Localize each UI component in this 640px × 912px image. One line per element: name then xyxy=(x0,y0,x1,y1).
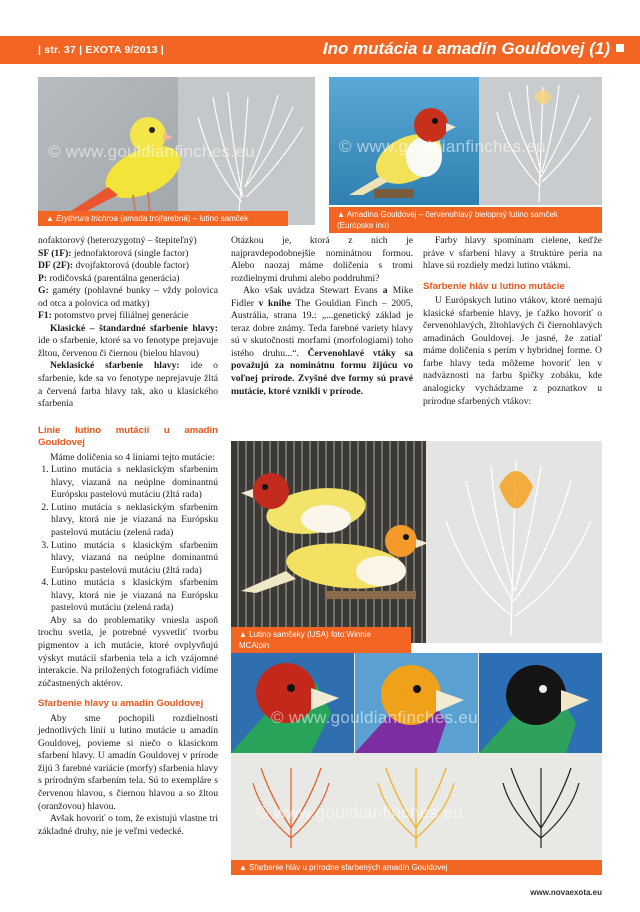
paragraph: Máme doličenia so 4 líniami tejto mutácie: xyxy=(50,451,215,463)
paragraph: Aby sme pochopili rozdielnosti jednotlivých línií u lutino mutácie u amadín Gouldovej, povieme si niečo o klasickom sfarbení hlavy. U amadín Gouldovej v prírode žijú 3 farebné variácie (morfy) sfarbenia hlavy s prírodným sfarbením tela. Sú to exempláre s červenou hlavou, s čiernou hlavou a so žltou (oranžovou) hlavou. xyxy=(38,712,218,812)
section-heading: Sfarbenie hláv u lutino mutácie xyxy=(423,280,565,292)
article-title: Ino mutácia u amadín Gouldovej (1) xyxy=(323,39,624,59)
lineage-list xyxy=(38,464,218,615)
lutino-males-illustration xyxy=(231,441,602,643)
definition: DF (2F): dvojfaktorová (double factor) xyxy=(38,260,189,272)
list-item: 1. Lutino mutácia s neklasickým sfarbením hlavy, viazaná na neúplne dominantnú Európsku pastelovú mutáciu (žltá rada) xyxy=(51,464,218,502)
paragraph: Ako však uvádza Stewart Evans a Mike Fidler v knihe The Gouldian Finch – 2005, Austrália, strana 19.: „...genetický základ je teraz dobre známy. Teda farebné variety hlavy sú v skutočnosti morfami (morfologiami) toho istého druhu...“. Červenohlavé vtáky sa považujú za nominátnu formu žijúcu vo voľnej prírode. Zvyšné dve formy sú pravé mutácie, ktoré vznikli v prírode. xyxy=(231,285,413,397)
watermark: © www.gouldianfinches.eu xyxy=(339,137,546,156)
paragraph: Avšak hovoriť o tom, že existujú vlastne tri základné druhy, nie je veľmi vedecké. xyxy=(38,813,218,837)
definition: SF (1F): jednofaktorová (single factor) xyxy=(38,247,189,259)
caption-head-colors: ▲ Sfarbenie hláv u prírodne sfarbených amadín Gouldovej xyxy=(231,860,602,875)
photo-head-colors xyxy=(231,653,602,860)
definition: Klasické – štandardné sfarbenie hlavy: ide o sfarbenie, ktoré sa vo fenotype prejavuje žltou, červenou či čiernou (bielou hlavou) xyxy=(38,322,218,359)
photo-erythrura xyxy=(38,77,315,225)
section-heading: Sfarbenie hlavy u amadín Gouldovej xyxy=(38,698,204,710)
watermark: © www.gouldianfinches.eu xyxy=(256,803,463,822)
header-bar xyxy=(0,36,640,64)
definition: G: gaméty (pohlavné bunky – vždy polovica od otca a polovica od matky) xyxy=(38,285,218,309)
definition: Neklasické sfarbenie hlavy: ide o sfarbenie, kde sa vo fenotype neprejavuje žltá a červená farba hlavy tak, ako u klasického sfarbenia xyxy=(38,360,218,410)
paragraph: Farby hlavy spomínam cielene, keďže práve v sfarbení hlavy a štruktúre peria na hlave sú rozdiely medzi lutino vtákmi. xyxy=(423,235,602,272)
paragraph: U Európskych lutino vtákov, ktoré nemajú klasické sfarbenie hlavy, je ťažko hovoriť o červenohlavých, žltohlavých či čiernohlavých amadinách Gouldovej. Je jasné, že zatiaľ máme doličenia s perím v hybridnej forme. O farbe hlavy teda môžeme hovoriť len v nadväznosti na farbu špičky zobáku, kde analogicky vychádzame z poznatkov u prírodne sfarbených vtákov: xyxy=(423,295,602,407)
watermark: © www.gouldianfinches.eu xyxy=(48,142,255,161)
watermark: © www.gouldianfinches.eu xyxy=(271,708,478,727)
caption-gouldian-lutino: ▲ Amadina Gouldovej – červenohlavý bieloprsý lutino samček (Európske ino) xyxy=(329,207,602,233)
paragraph: Otázkou je, ktorá z nich je najpravdepodobnejšie nominátnou formou. Alebo naozaj máme doličenia s tromi rozdielnymi druhmi alebo poddruhmi? xyxy=(231,235,413,284)
photo-gouldian-lutino xyxy=(329,77,602,205)
definition: P: rodičovská (parentálna generácia) xyxy=(38,272,180,284)
definition: F1: potomstvo prvej filiálnej generácie xyxy=(38,310,189,322)
list-item: 4. Lutino mutácia s klasickým sfarbením hlavy, ktorá nie je viazaná na Európsku pastelovú mutáciu (zelená rada) xyxy=(51,577,218,615)
paragraph: Aby sa do problematiky vniesla aspoň trochu svetla, je potrebné vysvetliť tvorbu pigmentov a ich mutácie, ktoré ovplyvňujú výskyt mutácií sfarbenia tela a ich vzájomné interakcie. Na priložených fotografiách vidíme zúčastnených aktérov. xyxy=(38,614,218,689)
head-colors-illustration xyxy=(231,653,602,860)
title-square-icon xyxy=(616,44,624,52)
paragraph: nofaktorový (heterozygotný – štepiteľný) xyxy=(38,235,197,246)
list-item: 3. Lutino mutácia s klasickým sfarbením hlavy, viazaná na neúplne dominantnú Európsku pastelovú mutáciu (žltá rada) xyxy=(51,540,218,578)
list-item: 2. Lutino mutácia s neklasickým sfarbením hlavy, ktorá nie je viazaná na Európsku pastelovú mutáciu (zelená rada) xyxy=(51,502,218,540)
column-3 xyxy=(423,235,602,408)
caption-erythrura: ▲ Erythrura trichroa (amada trojfarebná) – lutino samček xyxy=(38,211,288,226)
column-2 xyxy=(231,235,413,398)
column-1 xyxy=(38,235,218,838)
caption-lutino-males: ▲ Lutino samčeky (USA) foto:Winnie MCAlpin xyxy=(231,627,411,653)
issue-info: | str. 37 | EXOTA 9/2013 | xyxy=(38,44,165,56)
photo-lutino-males xyxy=(231,441,602,643)
footer-url: www.novaexota.eu xyxy=(530,888,602,897)
section-heading: Línie lutino mutácií u amadín Gouldovej xyxy=(38,424,218,449)
